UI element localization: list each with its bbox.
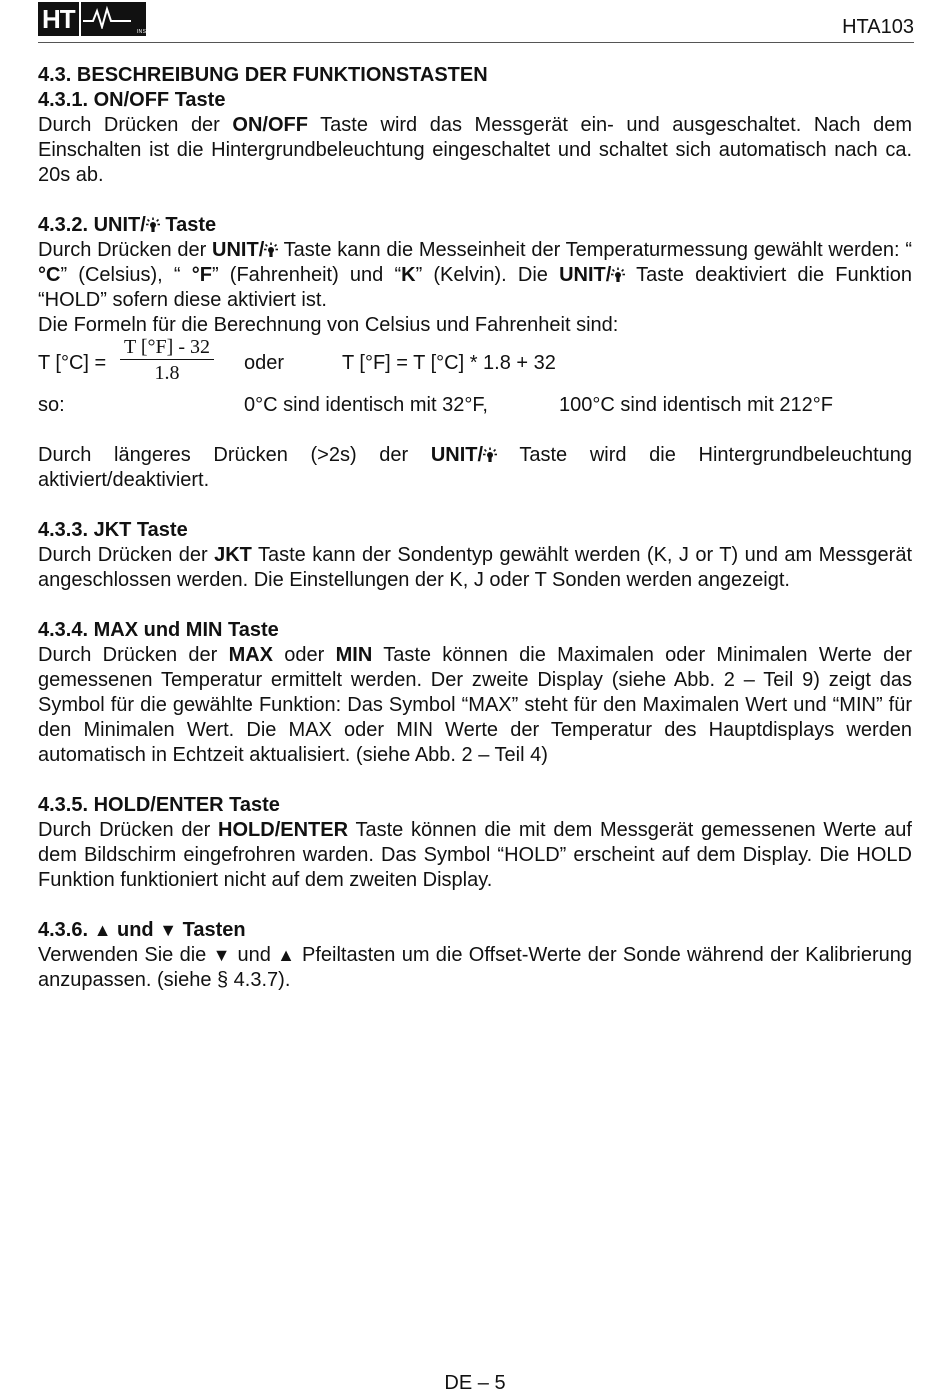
- logo-text: HT: [38, 2, 79, 36]
- model-name: HTA103: [842, 16, 914, 38]
- formula-intro: Die Formeln für die Berechnung von Celsius und Fahrenheit sind:: [38, 314, 619, 336]
- formula-left: T [°C] =: [38, 352, 107, 374]
- formula-right: T [°F] = T [°C] * 1.8 + 32: [342, 352, 556, 374]
- backlight-lamp-icon: [146, 217, 160, 233]
- section-4-3-2-backlight-text: Durch längeres Drücken (>2s) der UNIT/ Taste wird die Hintergrundbeleuchtung aktiviert/deaktiviert.: [38, 444, 912, 491]
- example-100c: 100°C sind identisch mit 212°F: [559, 394, 833, 416]
- up-arrow-icon: ▲: [277, 945, 296, 965]
- section-4-3-4-text: Durch Drücken der MAX oder MIN Taste können die Maximalen oder Minimalen Werte der gemessenen Temperatur ermittelt werden. Der zweite Display (siehe Abb. 2 – Teil 9) zeigt das Symbol für die gewählte Funktion: Das Symbol “MAX” steht für den Maximalen Wert und “MIN” für den Minimalen Wert. Die MAX oder MIN Werte der Temperatur des Hauptdisplays werden automatisch in Echtzeit aktualisiert. (siehe Abb. 2 – Teil 4): [38, 644, 912, 766]
- section-4-3-6-title: 4.3.6. ▲ und ▼ Tasten: [38, 919, 246, 941]
- page-header: [38, 0, 914, 43]
- section-4-3-1-title: 4.3.1. ON/OFF Taste: [38, 89, 226, 111]
- up-arrow-icon: ▲: [93, 920, 112, 940]
- down-arrow-icon: ▼: [159, 920, 178, 940]
- so-label: so:: [38, 394, 65, 416]
- down-arrow-icon: ▼: [212, 945, 232, 965]
- formula-numerator: T [°F] - 32: [120, 335, 214, 360]
- section-4-3-6-text: Verwenden Sie die ▼ und ▲ Pfeiltasten um die Offset-Werte der Sonde während der Kalibrierung anzupassen. (siehe § 4.3.7).: [38, 944, 912, 991]
- section-4-3-title: 4.3. BESCHREIBUNG DER FUNKTIONSTASTEN: [38, 64, 488, 86]
- backlight-lamp-icon: [264, 242, 278, 258]
- section-4-3-4-title: 4.3.4. MAX und MIN Taste: [38, 619, 279, 641]
- page-number: DE – 5: [444, 1372, 506, 1394]
- formula-oder: oder: [244, 352, 285, 374]
- section-4-3-2-title: 4.3.2. UNIT/ Taste: [38, 214, 217, 236]
- section-4-3-1-text: Durch Drücken der ON/OFF Taste wird das Messgerät ein- und ausgeschaltet. Nach dem Einschalten ist die Hintergrundbeleuchtung eingeschaltet und schaltet sich automatisch nach ca. 20s ab.: [38, 114, 912, 186]
- ht-logo: [38, 2, 179, 36]
- backlight-lamp-icon: [483, 447, 497, 463]
- section-4-3-3-text: Durch Drücken der JKT Taste kann der Sondentyp gewählt werden (K, J or T) und am Messgerät angeschlossen werden. Die Einstellungen der K, J oder T Sonden werden angezeigt.: [38, 544, 913, 591]
- logo-subtext: INSTRUMENTS: [136, 29, 179, 35]
- conversion-examples: [38, 393, 912, 418]
- backlight-lamp-icon: [611, 267, 625, 283]
- conversion-formula: [38, 338, 912, 390]
- document-body: [38, 63, 912, 993]
- section-4-3-2-text: Durch Drücken der UNIT/ Taste kann die Messeinheit der Temperaturmessung gewählt werden: “ °C” (Celsius), “ °F” (Fahrenheit) und “K” (Kelvin). Die UNIT/ Taste deaktiviert die Funktion “HOLD” sofern diese aktiviert ist.: [38, 239, 913, 311]
- section-4-3-3-title: 4.3.3. JKT Taste: [38, 519, 188, 541]
- example-0c: 0°C sind identisch mit 32°F,: [244, 394, 488, 416]
- section-4-3-5-text: Durch Drücken der HOLD/ENTER Taste können die mit dem Messgerät gemessenen Werte auf dem Bildschirm eingefrohren warden. Das Symbol “HOLD” erscheint auf dem Display. Die HOLD Funktion funktioniert nicht auf dem zweiten Display.: [38, 819, 912, 891]
- logo-wave-icon: [79, 2, 179, 36]
- section-4-3-5-title: 4.3.5. HOLD/ENTER Taste: [38, 794, 280, 816]
- formula-denominator: 1.8: [154, 362, 180, 384]
- formula-fraction: [120, 335, 214, 386]
